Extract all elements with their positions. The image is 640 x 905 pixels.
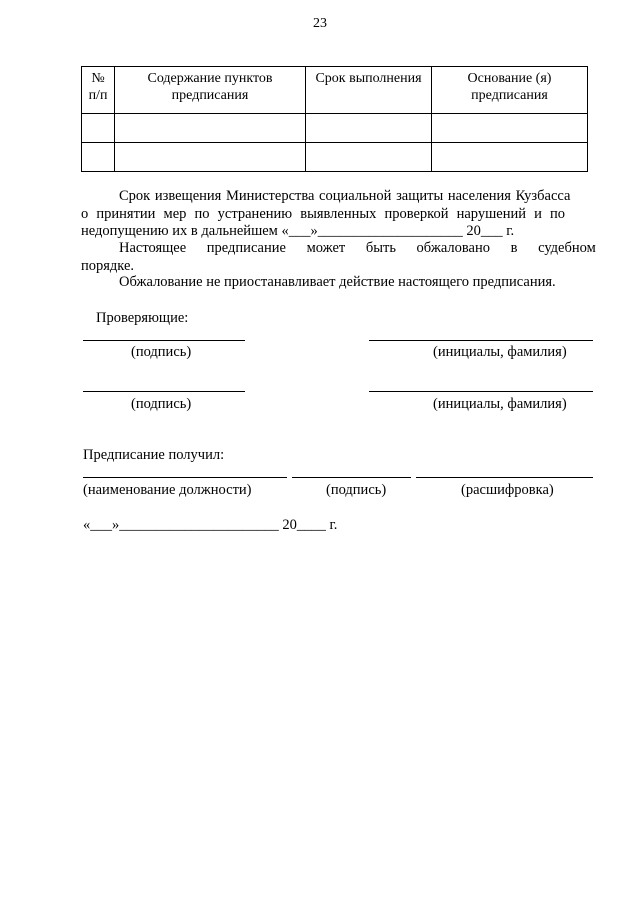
- table-cell: [82, 143, 115, 172]
- header-content: Содержание пунктов предписания: [115, 67, 306, 114]
- inspectors-label: Проверяющие:: [96, 310, 189, 326]
- appeal-line-1: Настоящее предписание может быть обжаловано в судебном: [119, 240, 596, 256]
- order-table: [81, 66, 588, 172]
- name-line: [369, 391, 593, 392]
- signature-line: [83, 340, 245, 341]
- table-cell: [306, 143, 432, 172]
- table-row: [82, 114, 588, 143]
- deadline-paragraph: [81, 188, 593, 241]
- no-suspend-paragraph: Обжалование не приостанавливает действие настоящего предписания.: [119, 274, 556, 290]
- header-number: № п/п: [82, 67, 115, 114]
- table-row: [82, 143, 588, 172]
- position-caption: (наименование должности): [83, 482, 252, 498]
- decoding-line: [416, 477, 593, 478]
- name-caption: (инициалы, фамилия): [433, 344, 567, 360]
- position-line: [83, 477, 287, 478]
- table-cell: [115, 143, 306, 172]
- receipt-label: Предписание получил:: [83, 447, 225, 463]
- table-cell: [115, 114, 306, 143]
- appeal-paragraph: [81, 240, 596, 275]
- signature-line: [83, 391, 245, 392]
- signature-line: [292, 477, 411, 478]
- receipt-date-line: «___»______________________ 20____ г.: [83, 517, 338, 533]
- signature-caption: (подпись): [131, 344, 192, 360]
- table-header-row: [82, 67, 588, 114]
- table-cell: [306, 114, 432, 143]
- appeal-line-2: порядке.: [81, 257, 135, 274]
- decoding-caption: (расшифровка): [461, 482, 554, 498]
- table-cell: [432, 143, 588, 172]
- table-cell: [432, 114, 588, 143]
- name-line: [369, 340, 593, 341]
- deadline-line-2: о принятии мер по устранению выявленных проверкой нарушений и по: [81, 205, 566, 222]
- deadline-line-1: Срок извещения Министерства социальной защиты населения Кузбасса: [119, 188, 571, 204]
- header-basis: Основание (я) предписания: [432, 67, 588, 114]
- deadline-line-3: недопущению их в дальнейшем «___»____________________ 20___ г.: [81, 223, 515, 239]
- name-caption: (инициалы, фамилия): [433, 396, 567, 412]
- signature-caption: (подпись): [131, 396, 192, 412]
- page-number: 23: [313, 16, 327, 31]
- table-cell: [82, 114, 115, 143]
- header-deadline: Срок выполнения: [306, 67, 432, 114]
- signature-caption: (подпись): [326, 482, 387, 498]
